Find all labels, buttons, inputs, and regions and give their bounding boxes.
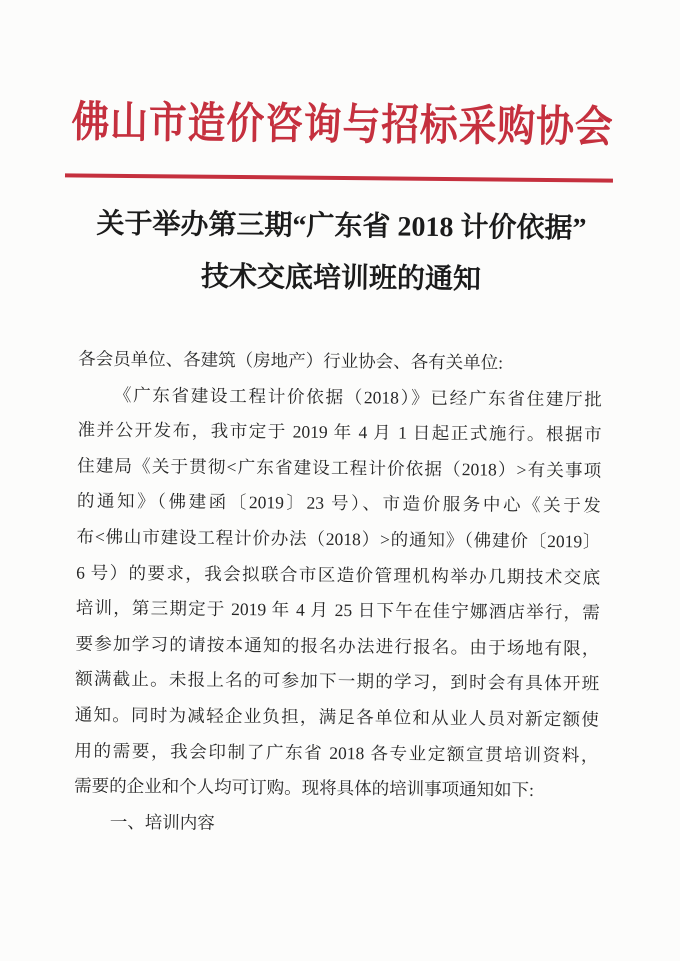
paragraph-line: 额满截止。未报上名的可参加下一期的学习，到时会有具体开班 [75,668,600,694]
paragraph-line: 6 号）的要求，我会拟联合市区造价管理机构举办几期技术交底 [76,562,601,588]
paragraph-line: 需要的企业和个人均可订购。现将具体的培训事项通知如下: [74,775,535,801]
document-title-line1: 关于举办第三期“广东省 2018 计价依据” [96,208,587,245]
document-body [74,341,603,844]
main-paragraph [74,377,602,809]
letterhead [2,99,680,153]
paragraph-line: 用的需要，我会印制了广东省 2018 各专业定额宣贯培训资料， [74,739,599,766]
letterhead-divider-line [65,173,613,182]
paragraph-line: 《广东省建设工程计价依据（2018）》已经广东省住建厅批 [113,384,602,410]
section-heading: 一、培训内容 [109,811,215,833]
paragraph-line: 的通知》（佛建函〔2019〕23 号）、市造价服务中心《关于发 [76,490,601,516]
letterhead-org-name: 佛山市造价咨询与招标采购协会 [71,99,614,152]
paragraph-line: 准并公开发布，我市定于 2019 年 4 月 1 日起正式施行。根据市 [77,419,602,445]
document-title-line2: 技术交底培训班的通知 [200,261,482,296]
paragraph-line: 要参加学习的请按本通知的报名办法进行报名。由于场地有限， [75,633,600,659]
salutation-line: 各会员单位、各建筑（房地产）行业协会、各有关单位: [78,348,504,373]
paragraph-line: 通知。同时为减轻企业负担，满足各单位和从业人员对新定额使 [74,704,599,730]
paragraph-line: 培训，第三期定于 2019 年 4 月 25 日下午在佳宁娜酒店举行，需 [75,597,600,623]
paragraph-line: 住建局《关于贯彻<广东省建设工程计价依据（2018）>有关事项 [77,455,602,481]
paragraph-line: 布<佛山市建设工程计价办法（2018）>的通知》（佛建价〔2019〕 [76,526,601,552]
